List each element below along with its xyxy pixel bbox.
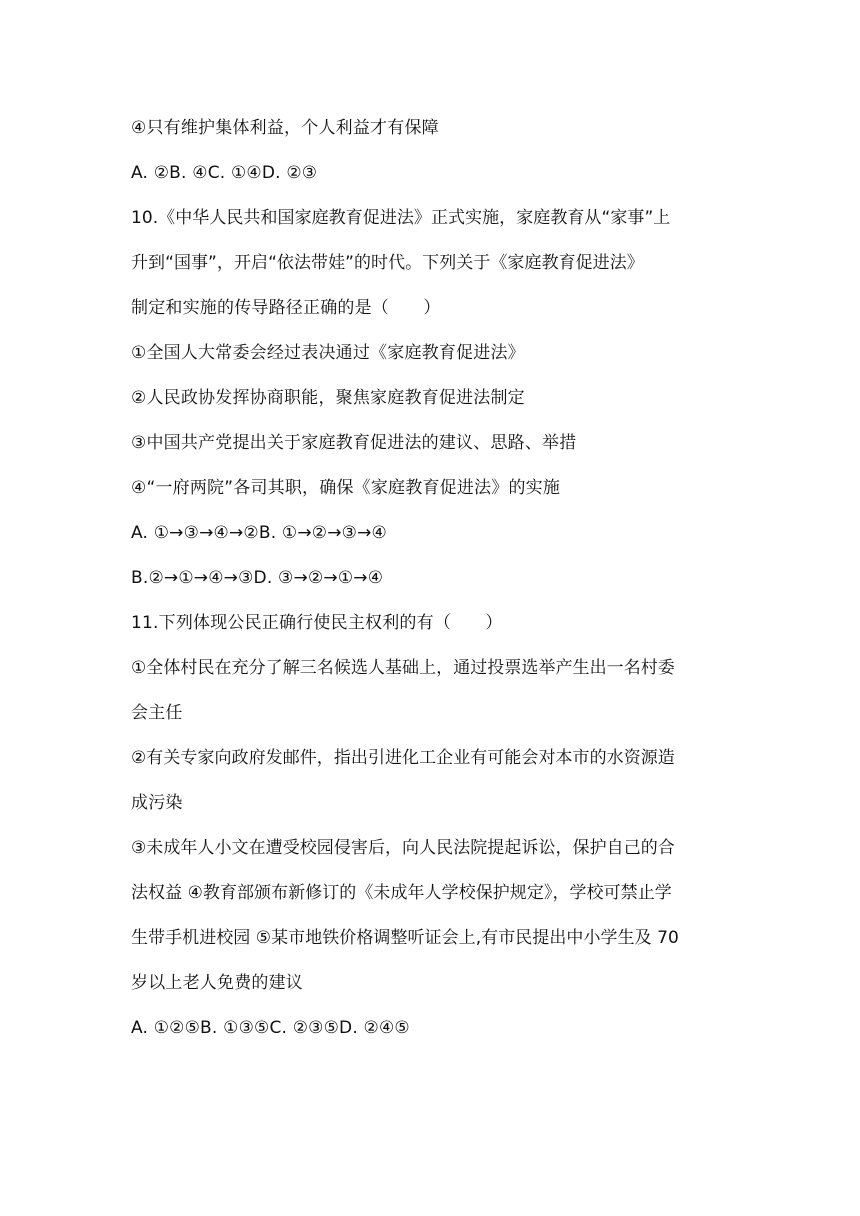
q11-statement-3-4-line: 法权益 ④教育部颁布新修订的《未成年人学校保护规定》，学校可禁止学	[131, 883, 672, 903]
q11-statement-2-line-2: 成污染	[131, 793, 183, 813]
q11-statement-1-line-2: 会主任	[131, 703, 183, 723]
option-4-statement: ④只有维护集体利益，个人利益才有保障	[131, 118, 439, 138]
q10-statement-4: ④“一府两院”各司其职，确保《家庭教育促进法》的实施	[131, 478, 561, 498]
q10-stem-line-2: 升到“国事”，开启“依法带娃”的时代。下列关于《家庭教育促进法》	[131, 253, 644, 273]
q11-statement-4-5-line: 生带手机进校园 ⑤某市地铁价格调整听证会上,有市民提出中小学生及 70	[131, 928, 679, 948]
q10-statement-1: ①全国人大常委会经过表决通过《家庭教育促进法》	[131, 343, 525, 363]
q11-answer-choices: A. ①②⑤B. ①③⑤C. ②③⑤D. ②④⑤	[131, 1018, 410, 1038]
q9-answer-choices: A. ②B. ④C. ①④D. ②③	[131, 163, 318, 183]
q10-stem-line-3: 制定和实施的传导路径正确的是（ ）	[131, 298, 441, 318]
q11-statement-1-line-1: ①全体村民在充分了解三名候选人基础上，通过投票选举产生出一名村委	[131, 658, 675, 678]
q10-stem-line-1: 10.《中华人民共和国家庭教育促进法》正式实施，家庭教育从“家事”上	[131, 208, 671, 228]
q11-statement-5-end: 岁以上老人免费的建议	[131, 973, 303, 993]
q10-statement-2: ②人民政协发挥协商职能，聚焦家庭教育促进法制定	[131, 388, 525, 408]
q11-statement-2-line-1: ②有关专家向政府发邮件，指出引进化工企业有可能会对本市的水资源造	[131, 748, 675, 768]
q10-answer-choices-1: A. ①→③→④→②B. ①→②→③→④	[131, 523, 387, 543]
q11-stem: 11.下列体现公民正确行使民主权利的有（ ）	[131, 613, 503, 633]
q11-statement-3-line-1: ③未成年人小文在遭受校园侵害后，向人民法院提起诉讼，保护自己的合	[131, 838, 675, 858]
q10-answer-choices-2: B.②→①→④→③D. ③→②→①→④	[131, 568, 384, 588]
q10-statement-3: ③中国共产党提出关于家庭教育促进法的建议、思路、举措	[131, 433, 577, 453]
